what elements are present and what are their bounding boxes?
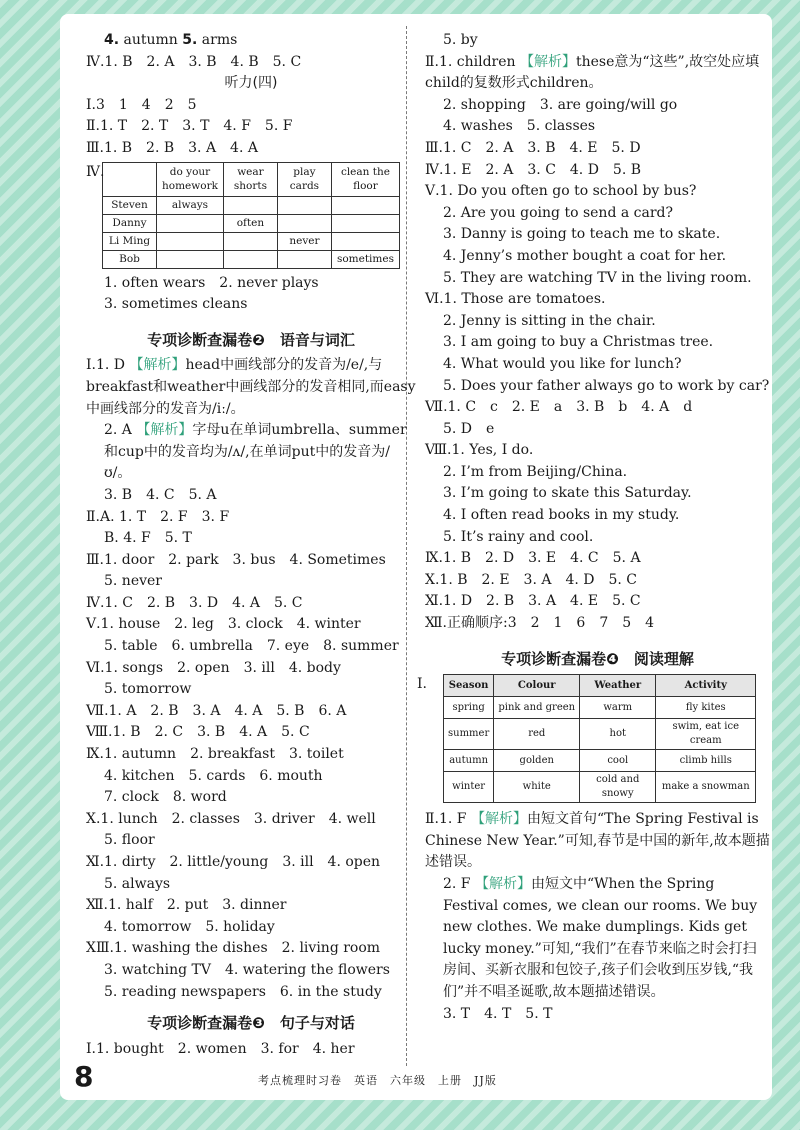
table-cell: often: [223, 214, 277, 232]
table-cell: [277, 214, 331, 232]
frequency-table-block: [86, 162, 416, 269]
table-cell: [223, 232, 277, 250]
table-cell: [223, 196, 277, 214]
table-cell: summer: [444, 719, 494, 750]
table-cell: [277, 250, 331, 268]
table-header-cell: wear shorts: [223, 162, 277, 196]
table-header-cell: Weather: [580, 675, 656, 697]
answer-line: 3. Danny is going to teach me to skate.: [443, 226, 721, 243]
answer-line: Ⅲ.1. B 2. B 3. A 4. A: [86, 139, 258, 156]
answer-line: Ⅺ.1. dirty 2. little/young 3. ill 4. open: [86, 854, 381, 870]
table-header-cell: Colour: [494, 675, 580, 697]
table-cell: Bob: [103, 250, 157, 268]
explanation-block: [86, 420, 416, 485]
answer-line: 4. Jenny’s mother bought a coat for her.: [443, 247, 727, 264]
table-cell: never: [277, 232, 331, 250]
table-row: [444, 750, 756, 772]
answer-line: 5. table 6. umbrella 7. eye 8. summer: [104, 638, 399, 655]
answer-line: Ⅳ.1. E 2. A 3. C 4. D 5. B: [425, 161, 642, 178]
table-cell: [157, 250, 224, 268]
table-cell: [277, 196, 331, 214]
table-cell: [223, 250, 277, 268]
answer-line: 5. They are watching TV in the living room.: [443, 269, 752, 286]
answer-number: Ⅱ.1. children: [425, 53, 516, 70]
answer-line: 5. tomorrow: [104, 681, 192, 698]
answer-line: 5. by: [443, 32, 478, 48]
answer-line: 2. Jenny is sitting in the chair.: [443, 312, 656, 329]
answer-line: 1. often wears 2. never plays: [104, 274, 319, 291]
table-row: [444, 772, 756, 803]
reading-table-block: [417, 674, 770, 803]
analysis-tag: 【解析】: [474, 876, 531, 892]
answer-line: ⅩⅢ.1. washing the dishes 2. living room: [86, 940, 381, 957]
answer-line: Ⅲ.1. C 2. A 3. B 4. E 5. D: [425, 139, 641, 156]
table-header-cell: play cards: [277, 162, 331, 196]
table-row: [103, 214, 400, 232]
answer-line: Ⅳ.1. C 2. B 3. D 4. A 5. C: [86, 594, 303, 611]
table-row: [444, 697, 756, 719]
answer-line: 4. autumn 5. arms: [104, 32, 238, 48]
explanation-text: 由短文中“When the Spring Festival comes, we clean our rooms. We buy new clothes. We make dumplings. Kids get lucky money.”可知,“我们”在春节来临之时会打扫房间、买新衣服和包饺子,孩子们会收到压岁钱,“我们”并不唱圣诞歌,故本题描述错误。: [443, 876, 758, 1000]
answer-line: 7. clock 8. word: [104, 789, 227, 806]
footer-text: 考点梳理时习卷 英语 六年级 上册 JJ版: [258, 1074, 497, 1087]
section-title: 专项诊断查漏卷❸ 句子与对话: [147, 1014, 355, 1033]
answer-line: 3. I am going to buy a Christmas tree.: [443, 334, 714, 351]
answer-list: [86, 485, 416, 1003]
answer-line: 2. Are you going to send a card?: [443, 204, 673, 221]
answer-line: 4. I often read books in my study.: [443, 507, 680, 524]
answer-line: Ⅲ.1. door 2. park 3. bus 4. Sometimes: [86, 551, 386, 568]
answer-line: 3. T 4. T 5. T: [443, 1005, 553, 1022]
table-cell: Li Ming: [103, 232, 157, 250]
table-cell: always: [157, 196, 224, 214]
table-cell: swim, eat ice cream: [656, 719, 756, 750]
table-header-row: [103, 162, 400, 196]
page-number: 8: [74, 1060, 94, 1093]
answer-line: Ⅷ.1. Yes, I do.: [425, 442, 534, 459]
explanation-block: [86, 355, 416, 420]
answer-line: 2. shopping 3. are going/will go: [443, 96, 678, 113]
explanation-text: 由短文首句“The Spring Festival is Chinese New Year.”可知,春节是中国的新年,故本题描述错误。: [425, 811, 770, 871]
answer-line: 5. Does your father always go to work by car?: [443, 377, 770, 394]
table-cell: hot: [580, 719, 656, 750]
answer-line: 4. kitchen 5. cards 6. mouth: [104, 767, 323, 784]
answer-line: Ⅰ.3 1 4 2 5: [86, 96, 197, 113]
explanation-text: 字母u在单词umbrella、summer和cup中的发音均为/ʌ/,在单词put中的发音为/ʊ/。: [104, 422, 407, 482]
table-cell: winter: [444, 772, 494, 803]
table-cell: [157, 214, 224, 232]
answer-line: 2. I’m from Beijing/China.: [443, 463, 628, 480]
table-header-cell: [103, 162, 157, 196]
table-cell: [331, 214, 399, 232]
table-header-cell: Season: [444, 675, 494, 697]
answer-line: 4. washes 5. classes: [443, 118, 596, 135]
answer-list: [425, 95, 770, 635]
table-cell: [331, 232, 399, 250]
table-row: [444, 719, 756, 750]
section-title: 专项诊断查漏卷❷ 语音与词汇: [147, 330, 355, 349]
section-label: Ⅰ.: [417, 676, 427, 693]
left-column: [86, 30, 416, 1060]
answer-line: Ⅴ.1. house 2. leg 3. clock 4. winter: [86, 616, 361, 633]
table-cell: white: [494, 772, 580, 803]
answer-line: 4. What would you like for lunch?: [443, 355, 682, 372]
listening-title: 听力(四): [224, 75, 278, 92]
answer-line: Ⅺ.1. D 2. B 3. A 4. E 5. C: [425, 593, 641, 610]
answer-line: 3. I’m going to skate this Saturday.: [443, 485, 692, 502]
table-row: [103, 196, 400, 214]
answer-line: 3. B 4. C 5. A: [104, 486, 217, 503]
table-cell: [157, 232, 224, 250]
answer-line: 4. tomorrow 5. holiday: [104, 918, 275, 935]
answer-line: Ⅵ.1. Those are tomatoes.: [425, 291, 606, 308]
section-label: Ⅳ.: [86, 163, 105, 180]
answer-line: Ⅱ.A. 1. T 2. F 3. F: [86, 508, 230, 525]
frequency-table: [102, 162, 400, 269]
answer-line: 5. It’s rainy and cool.: [443, 528, 594, 545]
section-title: 专项诊断查漏卷❹ 阅读理解: [501, 649, 694, 668]
answer-line: 5. never: [104, 573, 162, 590]
answer-line: 5. reading newspapers 6. in the study: [104, 983, 382, 1000]
answer-line: 5. always: [104, 875, 171, 892]
answer-line: Ⅵ.1. songs 2. open 3. ill 4. body: [86, 659, 341, 676]
table-cell: golden: [494, 750, 580, 772]
answer-line: Ⅶ.1. C c 2. E a 3. B b 4. A d: [425, 399, 693, 416]
answer-line: Ⅷ.1. B 2. C 3. B 4. A 5. C: [86, 724, 310, 741]
table-cell: pink and green: [494, 697, 580, 719]
table-cell: spring: [444, 697, 494, 719]
answer-line: B. 4. F 5. T: [104, 530, 192, 547]
explanation-text: these意为“这些”,故空处应填child的复数形式children。: [425, 53, 760, 92]
answer-line: Ⅸ.1. autumn 2. breakfast 3. toilet: [86, 746, 344, 763]
table-cell: [331, 196, 399, 214]
answer-line: Ⅹ.1. B 2. E 3. A 4. D 5. C: [425, 571, 638, 588]
answer-line: Ⅻ.1. half 2. put 3. dinner: [86, 897, 287, 914]
analysis-tag: 【解析】: [129, 357, 186, 374]
answer-line: Ⅶ.1. A 2. B 3. A 4. A 5. B 6. A: [86, 702, 347, 719]
table-cell: autumn: [444, 750, 494, 772]
answer-line: Ⅹ.1. lunch 2. classes 3. driver 4. well: [86, 810, 376, 827]
table-header-cell: Activity: [656, 675, 756, 697]
explanation-block: [425, 809, 770, 874]
answer-line: Ⅱ.1. T 2. T 3. T 4. F 5. F: [86, 118, 293, 135]
analysis-tag: 【解析】: [520, 53, 576, 70]
answer-line: 5. floor: [104, 832, 155, 849]
answer-number: 2. A: [104, 422, 132, 439]
analysis-tag: 【解析】: [470, 811, 527, 828]
table-cell: warm: [580, 697, 656, 719]
table-cell: red: [494, 719, 580, 750]
table-row: [103, 250, 400, 268]
table-cell: make a snowman: [656, 772, 756, 803]
analysis-tag: 【解析】: [136, 422, 193, 439]
answer-line: Ⅰ.1. bought 2. women 3. for 4. her: [86, 1040, 355, 1057]
table-header-row: [444, 675, 756, 697]
table-cell: sometimes: [331, 250, 399, 268]
table-cell: climb hills: [656, 750, 756, 772]
answer-number: Ⅱ.1. F: [425, 811, 467, 828]
answer-number: 2. F: [443, 876, 471, 892]
table-cell: cold and snowy: [580, 772, 656, 803]
table-header-cell: clean the floor: [331, 162, 399, 196]
answer-line: 5. D e: [443, 420, 495, 437]
right-column: [417, 30, 770, 1025]
table-cell: Danny: [103, 214, 157, 232]
answer-line: 3. sometimes cleans: [104, 296, 248, 313]
season-table: [443, 674, 756, 803]
table-header-cell: do your homework: [157, 162, 224, 196]
table-cell: cool: [580, 750, 656, 772]
answer-line: 3. watching TV 4. watering the flowers: [104, 961, 390, 978]
answer-line: Ⅳ.1. B 2. A 3. B 4. B 5. C: [86, 53, 302, 70]
answer-number: Ⅰ.1. D: [86, 357, 126, 374]
table-cell: Steven: [103, 196, 157, 214]
answer-line: Ⅴ.1. Do you often go to school by bus?: [425, 183, 697, 200]
answer-line: Ⅸ.1. B 2. D 3. E 4. C 5. A: [425, 550, 641, 567]
table-cell: fly kites: [656, 697, 756, 719]
explanation-block: [425, 874, 770, 1004]
explanation-text: head中画线部分的发音为/e/,与breakfast和weather中画线部分的发音相同,而easy中画线部分的发音为/iː/。: [86, 357, 416, 417]
table-row: [103, 232, 400, 250]
explanation-block: [425, 52, 770, 95]
answer-line: Ⅻ.正确顺序:3 2 1 6 7 5 4: [425, 615, 655, 632]
